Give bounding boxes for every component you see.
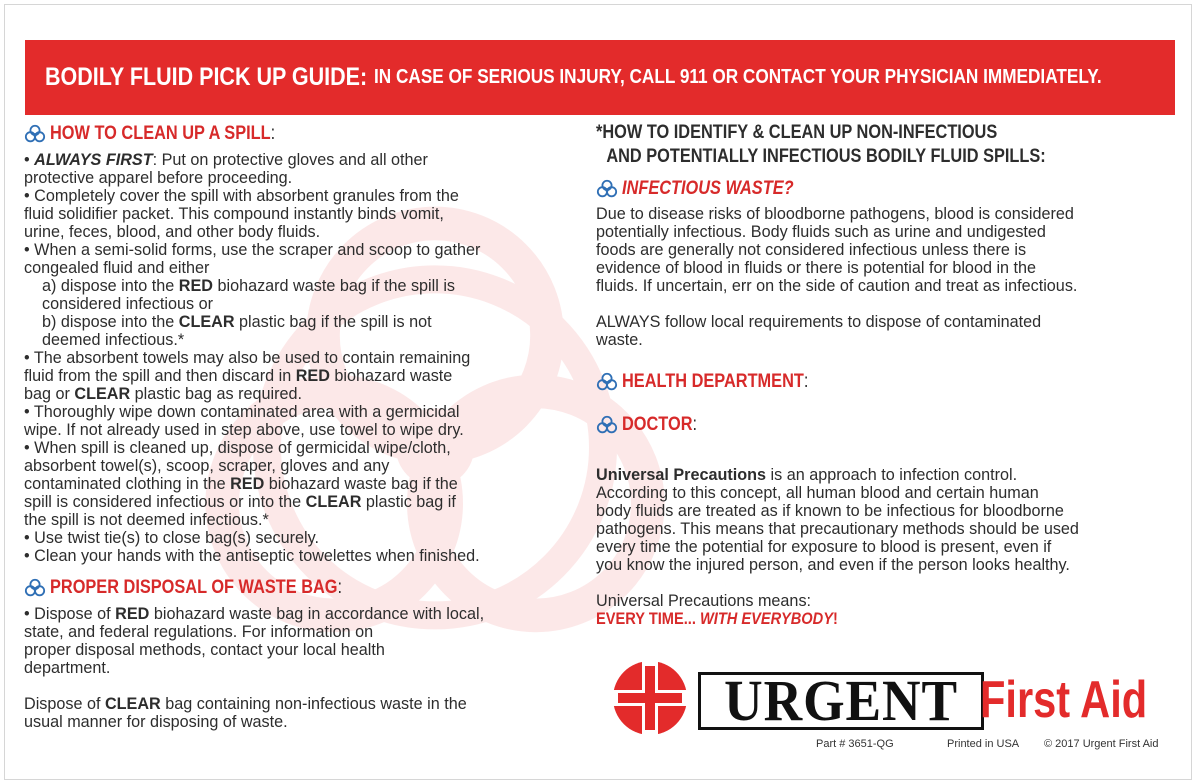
disposal-line-1 xyxy=(24,605,584,623)
disposal-line-4: department. xyxy=(24,659,111,677)
spill-line-6: • When a semi-solid forms, use the scraper and scoop to gather xyxy=(24,241,481,259)
spill-line-9: considered infectious or xyxy=(42,295,213,313)
spill-line-15: • Thoroughly wipe down contaminated area with a germicidal xyxy=(24,403,460,421)
universal-line-4: pathogens. This means that precautionary methods should be used xyxy=(596,520,1079,538)
spill-line-11: deemed infectious.* xyxy=(42,331,185,349)
spill-line-17: • When spill is cleaned up, dispose of germicidal wipe/cloth, xyxy=(24,439,451,457)
spill-line-5: urine, feces, blood, and other body fluids. xyxy=(24,223,321,241)
part-number: Part # 3651-QG xyxy=(816,738,894,750)
disposal-heading-text: PROPER DISPOSAL OF WASTE BAG xyxy=(50,577,338,598)
line-text: plastic bag as required. xyxy=(130,385,303,403)
health-department-heading xyxy=(596,369,1176,395)
universal-line-5: every time the potential for exposure to blood is present, even if xyxy=(596,538,1052,556)
universal-means: Universal Precautions means: xyxy=(596,592,812,610)
red-label: RED xyxy=(295,367,330,385)
red-label: RED xyxy=(115,605,150,623)
spill-line-13 xyxy=(24,367,584,385)
line-text: Dispose of xyxy=(24,695,105,713)
clear-label: CLEAR xyxy=(74,385,131,403)
line-text: bag containing non-infectious waste in the xyxy=(160,695,467,713)
line-text: plastic bag if xyxy=(361,493,456,511)
spill-line-20 xyxy=(24,493,584,511)
medical-cross-icon xyxy=(612,660,688,736)
universal-line-3: body fluids are treated as if known to be infectious for bloodborne xyxy=(596,502,1064,520)
universal-line-6: you know the injured person, and even if the person looks healthy. xyxy=(596,556,1070,574)
disposal-line-2: state, and federal regulations. For information on xyxy=(24,623,374,641)
urgent-wordmark xyxy=(698,672,984,730)
line-text: is an approach to infection control. xyxy=(766,466,1018,484)
universal-line-2: According to this concept, all human blood and certain human xyxy=(596,484,1039,502)
line-text: fluid from the spill and then discard in xyxy=(24,367,296,385)
infectious-line-4: evidence of blood in fluids or there is potential for blood in the xyxy=(596,259,1037,277)
spill-line-18: absorbent towel(s), scoop, scraper, gloves and any xyxy=(24,457,390,475)
disposal-heading xyxy=(24,575,584,601)
clear-label: CLEAR xyxy=(305,493,362,511)
infectious-line-6: ALWAYS follow local requirements to dispose of contaminated xyxy=(596,313,1042,331)
health-department-text: HEALTH DEPARTMENT xyxy=(622,371,804,392)
spill-line-4: fluid solidifier packet. This compound instantly binds vomit, xyxy=(24,205,444,223)
red-label: RED xyxy=(178,277,213,295)
header-banner xyxy=(25,40,1175,115)
copyright: © 2017 Urgent First Aid xyxy=(1044,738,1159,750)
biohazard-icon xyxy=(24,577,46,599)
every-time-slogan xyxy=(596,610,838,628)
line-text: spill is considered infectious or into the xyxy=(24,493,306,511)
spill-line-19 xyxy=(24,475,584,493)
line-text: biohazard waste bag if the spill is xyxy=(212,277,456,295)
line-text: plastic bag if the spill is not xyxy=(234,313,432,331)
slogan-part: ! xyxy=(832,609,838,628)
disposal-line-6: usual manner for disposing of waste. xyxy=(24,713,288,731)
biohazard-icon xyxy=(24,123,46,145)
clear-label: CLEAR xyxy=(104,695,161,713)
right-column xyxy=(596,121,1176,628)
biohazard-icon xyxy=(596,371,618,393)
spill-line-14 xyxy=(24,385,584,403)
spill-heading-colon: : xyxy=(270,123,276,144)
line-text: • Dispose of xyxy=(24,605,116,623)
doctor-text: DOCTOR xyxy=(622,414,693,435)
spill-heading xyxy=(24,121,584,147)
bullet: • xyxy=(24,151,35,169)
doctor-heading xyxy=(596,412,1176,438)
spill-line-2: protective apparel before proceeding. xyxy=(24,169,293,187)
red-label: RED xyxy=(230,475,265,493)
spill-line-10 xyxy=(24,313,584,331)
infectious-line-5: fluids. If uncertain, err on the side of caution and treat as infectious. xyxy=(596,277,1078,295)
spill-line-12: • The absorbent towels may also be used to contain remaining xyxy=(24,349,471,367)
identify-heading-line-1: *HOW TO IDENTIFY & CLEAN UP NON-INFECTIOUS xyxy=(596,122,998,143)
identify-heading-line-2: AND POTENTIALLY INFECTIOUS BODILY FLUID SPILLS: xyxy=(606,146,1046,167)
infectious-heading-text: INFECTIOUS WASTE? xyxy=(622,178,794,199)
spill-heading-text: HOW TO CLEAN UP A SPILL xyxy=(50,123,271,144)
line-text: b) dispose into the xyxy=(42,313,179,331)
universal-precautions-term: Universal Precautions xyxy=(596,466,767,484)
spill-line-1 xyxy=(24,151,584,169)
banner-subtitle: IN CASE OF SERIOUS INJURY, CALL 911 OR CONTACT YOUR PHYSICIAN IMMEDIATELY. xyxy=(373,66,1102,88)
infectious-line-3: foods are generally not considered infectious unless there is xyxy=(596,241,1027,259)
always-first-text: ALWAYS FIRST xyxy=(34,151,153,169)
biohazard-icon xyxy=(596,414,618,436)
line-text: bag or xyxy=(24,385,75,403)
biohazard-icon xyxy=(596,178,618,200)
line-text: biohazard waste xyxy=(329,367,453,385)
slogan-part: EVERY TIME... xyxy=(596,609,700,628)
line-text: biohazard waste bag in accordance with local, xyxy=(149,605,485,623)
disposal-heading-colon: : xyxy=(337,577,343,598)
line-text: : Put on protective gloves and all other xyxy=(152,151,428,169)
infectious-line-1: Due to disease risks of bloodborne pathogens, blood is considered xyxy=(596,205,1074,223)
spill-line-16: wipe. If not already used in step above, use towel to wipe dry. xyxy=(24,421,464,439)
disposal-line-5 xyxy=(24,695,584,713)
spill-line-3: • Completely cover the spill with absorbent granules from the xyxy=(24,187,459,205)
first-aid-text: First Aid xyxy=(980,671,1148,729)
spill-line-7: congealed fluid and either xyxy=(24,259,210,277)
doctor-colon: : xyxy=(692,414,698,435)
universal-line-1 xyxy=(596,466,1176,484)
infectious-line-2: potentially infectious. Body fluids such as urine and undigested xyxy=(596,223,1046,241)
line-text: biohazard waste bag if the xyxy=(264,475,458,493)
printed-in: Printed in USA xyxy=(947,738,1020,750)
health-department-colon: : xyxy=(803,371,809,392)
left-column xyxy=(24,121,584,731)
spill-line-8 xyxy=(24,277,584,295)
spill-line-21: the spill is not deemed infectious.* xyxy=(24,511,269,529)
spill-line-22: • Use twist tie(s) to close bag(s) securely. xyxy=(24,529,320,547)
line-text: contaminated clothing in the xyxy=(24,475,231,493)
banner-title: BODILY FLUID PICK UP GUIDE: xyxy=(45,63,368,91)
infectious-line-7: waste. xyxy=(596,331,643,349)
disposal-line-3: proper disposal methods, contact your local health xyxy=(24,641,385,659)
urgent-text: URGENT xyxy=(724,672,958,730)
spill-line-23: • Clean your hands with the antiseptic towelettes when finished. xyxy=(24,547,480,565)
urgent-first-aid-logo xyxy=(612,658,1172,738)
slogan-part: WITH EVERYBODY xyxy=(699,609,833,628)
infectious-heading xyxy=(596,176,1176,202)
line-text: a) dispose into the xyxy=(42,277,179,295)
clear-label: CLEAR xyxy=(178,313,235,331)
